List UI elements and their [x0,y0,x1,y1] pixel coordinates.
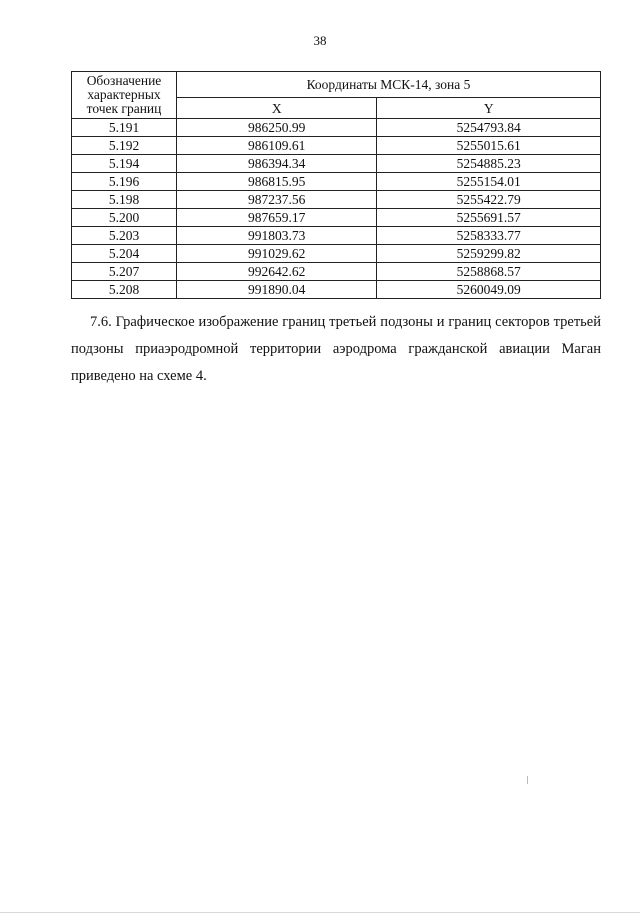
y-cell: 5258333.77 [377,227,601,245]
point-cell: 5.196 [72,173,177,191]
table-row [72,281,601,299]
header-x: X [177,98,377,119]
table-row [72,137,601,155]
point-cell: 5.208 [72,281,177,299]
body-paragraph [71,309,601,390]
y-cell: 5260049.09 [377,281,601,299]
table-row [72,227,601,245]
point-cell: 5.204 [72,245,177,263]
coordinates-table [71,71,601,299]
point-cell: 5.191 [72,119,177,137]
table-row [72,191,601,209]
point-cell: 5.203 [72,227,177,245]
y-cell: 5258868.57 [377,263,601,281]
y-cell: 5259299.82 [377,245,601,263]
table-row [72,155,601,173]
y-cell: 5255154.01 [377,173,601,191]
header-designation-line: Обозначение [86,73,162,88]
header-coordinate-system: Координаты МСК-14, зона 5 [177,72,601,98]
table-row [72,263,601,281]
table-row [72,119,601,137]
y-cell: 5254885.23 [377,155,601,173]
x-cell: 992642.62 [177,263,377,281]
x-cell: 986815.95 [177,173,377,191]
x-cell: 991803.73 [177,227,377,245]
point-cell: 5.192 [72,137,177,155]
scan-mark [527,776,528,784]
page-number: 38 [313,33,327,48]
scan-edge-line [0,912,640,913]
x-cell: 991890.04 [177,281,377,299]
paragraph-line: приведено на схеме 4. [71,368,207,384]
y-cell: 5254793.84 [377,119,601,137]
x-cell: 986109.61 [177,137,377,155]
y-cell: 5255422.79 [377,191,601,209]
table-row [72,209,601,227]
paragraph-line: 7.6. Графическое изображение границ третьей подзоны и границ секторов третьей [90,314,601,330]
header-designation-line: точек границ [86,101,162,116]
paragraph-line: подзоны приаэродромной территории аэродрома гражданской авиации Маган [71,341,601,357]
header-designation-line: характерных [87,87,161,102]
x-cell: 991029.62 [177,245,377,263]
x-cell: 986250.99 [177,119,377,137]
point-cell: 5.198 [72,191,177,209]
x-cell: 987659.17 [177,209,377,227]
header-designation [72,72,177,119]
x-cell: 987237.56 [177,191,377,209]
table-row [72,245,601,263]
point-cell: 5.200 [72,209,177,227]
y-cell: 5255015.61 [377,137,601,155]
x-cell: 986394.34 [177,155,377,173]
table-row [72,173,601,191]
point-cell: 5.207 [72,263,177,281]
point-cell: 5.194 [72,155,177,173]
header-y: Y [377,98,601,119]
y-cell: 5255691.57 [377,209,601,227]
